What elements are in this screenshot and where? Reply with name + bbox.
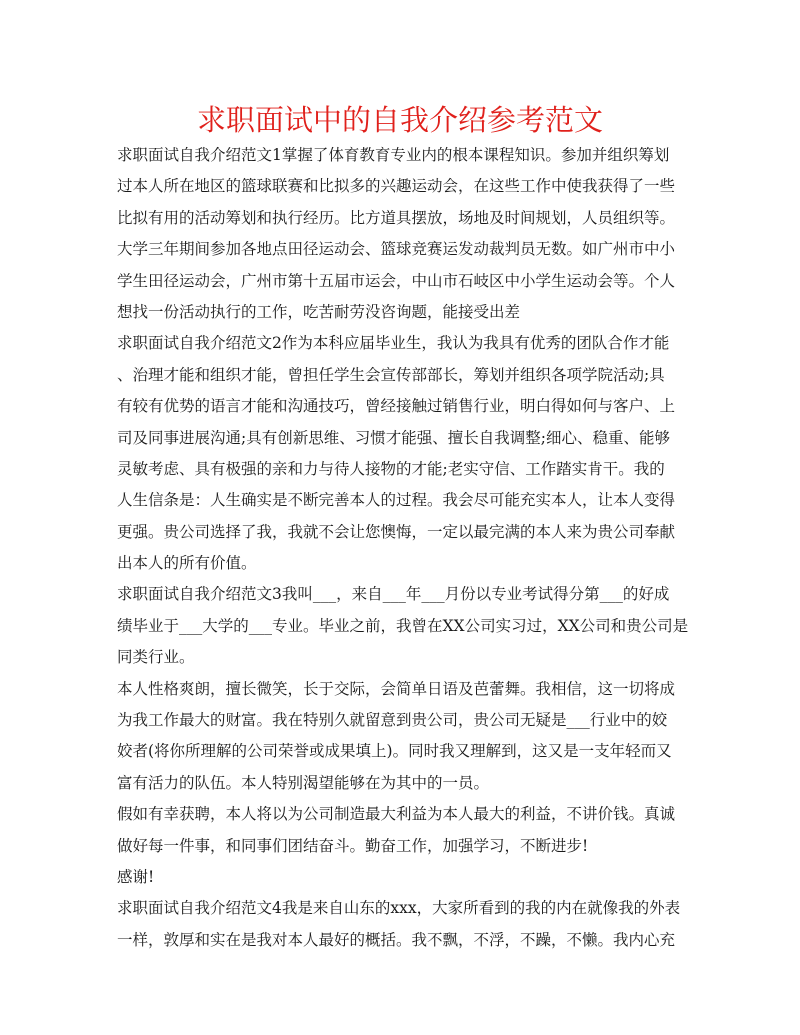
body-line: 想找一份活动执行的工作，吃苦耐劳没咨询题，能接受出差 (117, 302, 521, 321)
body-line: 灵敏考虑、具有极强的亲和力与待人接物的才能;老实守信、工作踏实肯干。我的 (117, 459, 665, 478)
body-line: 富有活力的队伍。本人特别渴望能够在为其中的一员。 (117, 773, 490, 792)
body-line: 求职面试自我介绍范文3我叫___，来自___年___月份以专业考试得分第___的好成 (117, 585, 670, 604)
document-body (117, 140, 689, 956)
body-line: 大学三年期间参加各地点田径运动会、篮球竞赛运发动裁判员无数。如广州市中小 (117, 240, 676, 259)
document-title: 求职面试中的自我介绍参考范文 (196, 103, 603, 137)
body-line: 人生信条是：人生确实是不断完善本人的过程。我会尽可能充实本人，让本人变得 (117, 491, 676, 510)
body-line: 比拟有用的活动筹划和执行经历。比方道具摆放，场地及时间规划，人员组织等。 (117, 208, 676, 227)
body-line: 一样，敦厚和实在是我对本人最好的概括。我不飘，不浮，不躁，不懒。我内心充 (117, 930, 676, 949)
body-line: 姣者(将你所理解的公司荣誉或成果填上)。同时我又理解到，这又是一支年轻而又 (117, 742, 672, 761)
body-line: 、治理才能和组织才能，曾担任学生会宣传部部长，筹划并组织各项学院活动;具 (117, 365, 665, 384)
body-line: 学生田径运动会，广州市第十五届市运会，中山市石岐区中小学生运动会等。个人 (117, 271, 676, 290)
body-line: 有较有优势的语言才能和沟通技巧，曾经接触过销售行业，明白得如何与客户、上 (117, 397, 676, 416)
body-line: 同类行业。 (117, 648, 195, 667)
body-line: 为我工作最大的财富。我在特别久就留意到贵公司，贵公司无疑是___行业中的姣 (117, 711, 668, 730)
body-line: 本人性格爽朗，擅长微笑，长于交际，会简单日语及芭蕾舞。我相信，这一切将成 (117, 679, 676, 698)
body-line: 绩毕业于___大学的___专业。毕业之前，我曾在XX公司实习过，XX公司和贵公司是 (117, 616, 689, 635)
body-line: 求职面试自我介绍范文2作为本科应届毕业生，我认为我具有优秀的团队合作才能 (117, 334, 670, 353)
body-line: 过本人所在地区的篮球联赛和比拟多的兴趣运动会，在这些工作中使我获得了一些 (117, 177, 676, 196)
body-line: 司及同事进展沟通;具有创新思维、习惯才能强、擅长自我调整;细心、稳重、能够 (117, 428, 670, 447)
body-line: 假如有幸获聘，本人将以为公司制造最大利益为本人最大的利益，不讲价钱。真诚 (117, 805, 676, 824)
body-line: 感谢! (117, 867, 155, 886)
body-line: 求职面试自我介绍范文1掌握了体育教育专业内的根本课程知识。参加并组织筹划 (117, 146, 670, 164)
body-line: 出本人的所有价值。 (117, 554, 257, 573)
body-line: 更强。贵公司选择了我，我就不会让您懊悔，一定以最完满的本人来为贵公司奉献 (117, 522, 676, 541)
body-line: 做好每一件事，和同事们团结奋斗。勤奋工作，加强学习，不断进步! (117, 836, 589, 855)
body-line: 求职面试自我介绍范文4我是来自山东的xxx，大家所看到的我的内在就像我的外表 (117, 899, 681, 918)
